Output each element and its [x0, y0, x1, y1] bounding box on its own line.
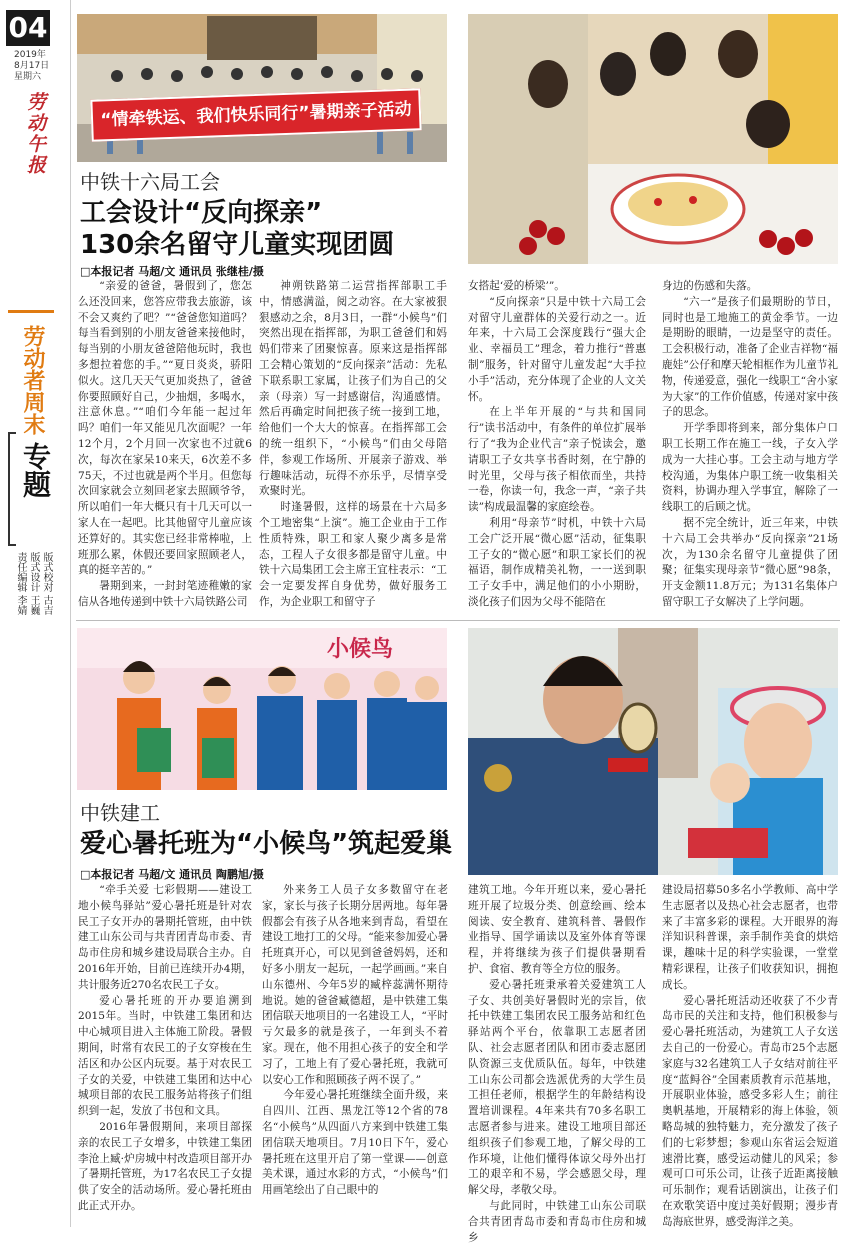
paragraph: “牵手关爱 七彩假期——建设工地小候鸟驿站”爱心暑托班是针对农民工子女开办的暑期托管班，由中铁建工山东公司与共青团青岛市委、青岛市住房和城乡建设局联合主办。自2016年开始，目前已连续开办4期，共计服务近270名农民工子女。 [78, 884, 252, 991]
cake-photo-art [468, 14, 838, 264]
paragraph: 在上半年开展的“与共和国同行”读书活动中，有条件的单位扩展举行了“我为企业代言”亲子悦读会，邀请职工子女共享书香时刻，在宁静的时光里，父母与孩子相依而坐，共持一卷，你读一句，我念一声，“亲子共读”构成最温馨的家庭绘卷。 [468, 406, 646, 514]
paragraph: 与此同时，中铁建工山东公司联合共青团青岛市委和青岛市住房和城乡 [468, 1199, 646, 1244]
paragraph: 建筑工地。今年开班以来，爱心暑托班开展了垃圾分类、创意绘画、绘本阅读、安全教育、建筑科普、暑假作业指导、国学诵读以及室外体育等课程，并将继续为孩子们提供暑期看护、食宿、教育等全方位的服务。 [468, 884, 646, 975]
article2-column-2 [262, 883, 448, 1219]
paragraph: “六一”是孩子们最期盼的节日，同时也是工地施工的黄金季节。一边是期盼的眼睛，一边是坚守的责任。工会积极行动，准备了企业吉祥物“福鹿娃”公仔和摩天轮相框作为儿童节礼物，传递爱意，强化一线职工“舍小家为大家”的工作价值感，传递对家中孩子的思念。 [662, 295, 838, 419]
page-number: 04 [6, 10, 50, 46]
sidebar [0, 0, 70, 1227]
group-photo [77, 14, 447, 162]
soldier-photo-art [468, 628, 838, 875]
paragraph: 爱心暑托班秉承着关爱建筑工人子女、共创美好暑假时光的宗旨，依托中铁建工集团农民工服务站和红色驿站两个平台，依靠职工志愿者团队、社会志愿者团队和团市委志愿团队资源三支优质队伍。每年，中铁建工山东公司都会选派优秀的大学生员工担任老师，根据学生的年龄结构设置培训课程。4年来共有70多名职工志愿者参与进来。建设工地项目部还组织孩子们参观工地，了解父母的工作环境，让他们懂得体谅父母外出打工的艰辛和不易，学会感恩父母，理解父母，孝敬父母。 [468, 978, 646, 1197]
credit-proofread: 版式校对 古吉 [41, 552, 52, 616]
article-divider [76, 620, 840, 621]
article2-column-4 [662, 883, 838, 1228]
paragraph: 时逢暑假，这样的场景在十六局多个工地密集“上演”。施工企业由于工作性质特殊，职工和家人聚少离多是常态，工程人子女很多都是留守儿童。中铁十六局集团工会主席王宜柱表示：“工会一定要发挥自身优势，做好服务工作，为企业职工和留守子 [259, 501, 447, 608]
topic-label: 专题 [19, 442, 52, 498]
paragraph: 开学季即将到来，部分集体户口职工长期工作在施工一线，子女入学成为一大挂心事。工会主动与地方学校沟通，为集体户职工统一收集相关资料，协调办理入学事宜，解除了一线职工的后顾之忧。 [662, 422, 838, 514]
paragraph: “反向探亲”只是中铁十六局工会对留守儿童群体的关爱行动之一。近年来，十六局工会深度践行“强大企业、幸福员工”理念，着力推行“普惠制”服务，针对留守儿童发起“大手拉小手”活动，充分体现了企业的人文关怀。 [468, 295, 646, 403]
paragraph: 据不完全统计，近三年来，中铁十六局工会共举办“反向探亲”21场次，为130余名留守儿童提供了团聚；征集实现母亲节“微心愿”98条，开支金额11.8万元；为131名集体户留守职工子女解决了上学问题。 [662, 516, 838, 608]
masthead-logo: 劳动午报 [24, 92, 46, 176]
article1-section-label: 中铁十六局工会 [80, 170, 220, 194]
activity-banner: “情牵铁运、我们快乐同行”暑期亲子活动 [90, 88, 421, 141]
paragraph: 爱心暑托班的开办要追溯到2015年。当时，中铁建工集团和达中心城项目进入主体施工阶段。暑假期间，时常有农民工的子女穿梭在生活区和办公区内玩耍。基于对农民工子女的关爱，中铁建工集团和达中心城项目部的农民工服务站将孩子们组织到一起，发放了书包和文具。 [78, 994, 252, 1118]
article2-section-label: 中铁建工 [80, 801, 160, 825]
article1-column-1 [78, 279, 252, 614]
paragraph: “亲爱的爸爸，暑假到了，您怎么还没回来，您答应带我去旅游，该不会又爽约了吧？”“爸爸您知道吗？每当看到别的小朋友爸爸来接他时，每当别的小朋友爸爸陪他玩时，我也多想拉着您的手。”“夏日炎炎，骄阳似火。这几天天气更加炎热了，爸爸你要照顾好自己，少抽烟，多喝水，注意休息。”“咱们今年能一起过年吗？咱们一年又能见几次面呢？一年12个月，2个月回一次家也不过就6次，每次在家呆10来天，6次差不多75天，不过也就是两个半月。但您每次回家就会立刻回老家去照顾爷爷，所以咱们一年大概只有十几天可以一家人在一起吧。比其他留守儿童应该还算好的。其实您已经非常棒啦，上班那么累，休假还要回家照顾老人，真的挺辛苦的。” [78, 280, 252, 577]
sidebar-divider [70, 0, 71, 1227]
cake-photo [468, 14, 838, 264]
article1-headline-line1: 工会设计“反向探亲” [80, 198, 323, 228]
paragraph: 暑期到来，一封封笔迹稚嫩的家信从各地传递到中铁十六局铁路公司 [78, 580, 252, 608]
date-year: 2019年 [14, 50, 46, 60]
article1-column-4 [662, 279, 838, 614]
paragraph: 利用“母亲节”时机，中铁十六局工会广泛开展“微心愿”活动，征集职工子女的“微心愿”和职工家长们的祝福语，制作成精美礼物，一一送到职工子女手中，满足他们的小小期盼，淡化孩子们因为父母不能陪在 [468, 516, 646, 608]
article1-headline-line2: 130余名留守儿童实现团圆 [80, 230, 395, 260]
paragraph: 女搭起‘爱的桥梁’”。 [468, 280, 565, 292]
paragraph: 爱心暑托班活动还收获了不少青岛市民的关注和支持，他们积极参与爱心暑托班活动，为建筑工人子女送去自己的一份爱心。青岛市25个志愿家庭与32名建筑工人子女结对前往平度“蓝鲟谷”全国素质教育示范基地，开展职业体验，感受多彩人生；前往奥帆基地，开展精彩的海上体验，领略岛城的独特魅力，充分激发了孩子们的七彩梦想；参观山东省运会短道速滑比赛，感受运动健儿的风采；参观可口可乐公司，让孩子近距离接触可乐制作；观看话剧演出，让孩子们在欢歌笑语中度过美好假期；漫步青岛海底世界，感受海洋之美。 [662, 994, 838, 1228]
article2-column-3 [468, 883, 646, 1244]
article1-column-3 [468, 279, 646, 614]
section-rule [8, 310, 54, 313]
paragraph: 神朔铁路第二运营指挥部职工手中，情感满溢，阅之动容。在大家被狠狠感动之余，8月3日，一群“小候鸟”们突然出现在指挥部，为职工爸爸们和妈妈们带来了团聚惊喜。原来这是指挥部工会精心策划的“反向探亲”活动：先私下联系职工家属，让孩子们为自己的父亲（母亲）写一封感谢信，沟通感情。然后再确定时间把孩子统一接到工地，给他们一个大大的惊喜。在指挥部工会的统一组织下，“小候鸟”们由父母陪伴，参观工作场所、开展亲子游戏、举行趣味活动，玩得不亦乐乎，尽情享受欢聚时光。 [259, 280, 447, 498]
date-day: 8月17日 [14, 61, 50, 71]
paragraph: 2016年暑假期间，来项目部探亲的农民工子女增多，中铁建工集团李沧上臧·炉房城中村改造项目部开办了暑期托管班，为17名农民工子女提供了安全的活动场所。爱心暑托班由此正式开办。 [78, 1120, 252, 1212]
paragraph: 建设局招募50多名小学教师、高中学生志愿者以及热心社会志愿者，也带来了丰富多彩的课程。大开眼界的海洋知识科普课，亲手制作美食的烘焙课，趣味十足的科学实验课，一堂堂精彩课程，让孩子们收获知识，拥抱成长。 [662, 884, 838, 991]
article2-column-1 [78, 883, 252, 1219]
paragraph: 外来务工人员子女多数留守在老家，家长与孩子长期分居两地。每年暑假都会有孩子从各地来到青岛，看望在建设工地打工的父母。“能来参加爱心暑托班真开心，可以见到爸爸妈妈，还和好多小朋友一起玩，一起学画画。”来自山东德州、今年5岁的臧梓蕊满怀期待地说。她的爸爸臧德超，是中铁建工集团信联天地项目的一名建设工人，“平时亏欠最多的就是孩子，一年到头不着家。现在，他不用担心孩子的安全和学习了，工地上有了爱心暑托班，我就可以安心工作和照顾孩子两不误了。” [262, 884, 448, 1086]
article2-headline: 爱心暑托班为“小候鸟”筑起爱巢 [80, 829, 453, 859]
article1-byline: □本报记者 马超/文 通讯员 张继桂/摄 [80, 265, 264, 278]
topic-bracket [8, 432, 16, 546]
paragraph: 身边的伤感和失落。 [662, 280, 758, 292]
weekday: 星期六 [14, 72, 42, 82]
soldier-photo [468, 628, 838, 875]
photo-sign-text: 小候鸟 [327, 636, 394, 662]
credit-design: 版式设计 王巍 [28, 552, 39, 616]
article1-column-2 [259, 279, 447, 614]
section-name: 劳动者周末 [20, 325, 45, 435]
children-backpack-photo [77, 628, 447, 790]
article2-byline: □本报记者 马超/文 通讯员 陶鹏旭/摄 [80, 868, 264, 881]
paragraph: 今年爱心暑托班继续全面升级，来自四川、江西、黑龙江等12个省的78名“小候鸟”从四面八方来到中铁建工集团信联天地项目。7月10日下午，爱心暑托班在这里开启了第一堂课——创意美术课，通过水彩的方式，“小候鸟”们用画笔绘出了自己眼中的 [262, 1089, 448, 1197]
credit-editor: 责任编辑 李婧 [15, 552, 26, 616]
